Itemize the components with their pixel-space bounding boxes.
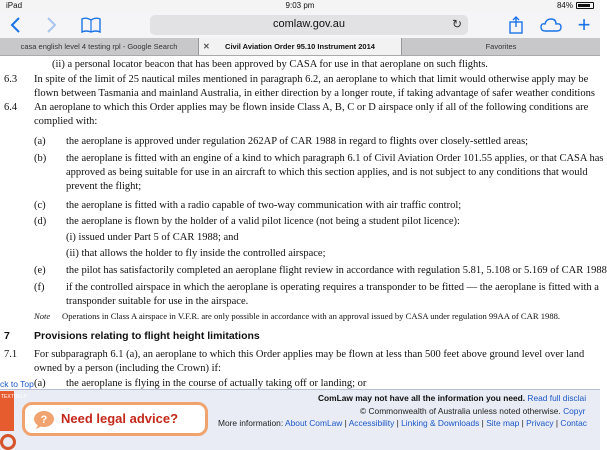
item-number: (f) <box>34 282 45 293</box>
tab-civil-aviation-order[interactable] <box>198 38 402 55</box>
item-ii-beacon: (ii) a personal locator beacon that has been approved by CASA for use in that aeroplane on such flights. <box>52 59 488 70</box>
item-text: the aeroplane is flying in the course of actually taking off or landing; or <box>66 378 367 389</box>
note-text: Operations in Class A airspace in V.F.R. are only possible in accordance with an approval issued by CASA under regulation 99AA of CAR 1988. <box>62 311 561 321</box>
tab-label: casa english level 4 testing rpl - Google Search <box>20 42 178 51</box>
notice-bold: ComLaw may not have all the information you need. <box>318 393 526 403</box>
accessibility-link[interactable]: Accessibility <box>348 418 395 428</box>
battery-icon <box>576 2 594 9</box>
item-text: the pilot has satisfactorily completed an aeroplane flight review in accordance with regulation 5.81, 5.108 or 5.169 of CAR 1988 <box>66 265 607 276</box>
battery-percent: 84% <box>556 1 573 10</box>
site-map-link[interactable]: Site map <box>486 418 520 428</box>
item-text: transponder suitable for use in the airspace. <box>66 296 249 307</box>
footer-links: More information: About ComLaw | Accessibility | Linking & Downloads | Site map | Privacy | Contac <box>218 418 587 428</box>
para-number: 6.3 <box>4 74 18 85</box>
sub-item-text: (i) issued under Part 5 of CAR 1988; and <box>66 232 239 243</box>
tab-label: Civil Aviation Order 95.10 Instrument 2014 <box>225 42 375 51</box>
tab-bar <box>0 38 600 56</box>
item-text: approved as being suitable for use in an aircraft to which this section applies, and is not subject to any conditions that would <box>66 167 588 178</box>
address-bar[interactable] <box>150 15 468 35</box>
texthelp-badge[interactable] <box>0 391 27 431</box>
status-bar <box>0 0 600 12</box>
item-number: (d) <box>34 216 47 227</box>
forward-icon[interactable] <box>42 15 60 35</box>
item-text: the aeroplane is approved under regulation 262AP of CAR 1988 in regard to flights over closely-settled areas; <box>66 136 529 147</box>
item-number: (a) <box>34 378 46 389</box>
item-text: the aeroplane is fitted with an engine of a kind to which paragraph 6.1 of Civil Aviation Order 101.55 applies, or that CASA has <box>66 153 604 164</box>
sub-item-text: (ii) that allows the holder to fly inside the controlled airspace; <box>66 248 326 259</box>
para-text: For subparagraph 6.1 (a), an aeroplane to which this Order applies may be flown at less than 500 feet above ground level over land <box>34 349 585 360</box>
para-number: 7.1 <box>4 349 18 360</box>
para-text: An aeroplane to which this Order applies may be flown inside Class A, B, C or D airspace only if all of the following conditions are <box>34 102 589 113</box>
tab-label: Favorites <box>485 42 517 51</box>
about-comlaw-link[interactable]: About ComLaw <box>285 418 343 428</box>
back-to-top-link[interactable]: ck to Top <box>0 379 34 389</box>
para-text: complied with: <box>34 116 98 127</box>
item-number: (e) <box>34 265 46 276</box>
item-number: (b) <box>34 153 47 164</box>
note-label: Note <box>34 311 51 321</box>
browser-toolbar <box>0 12 600 38</box>
legal-advice-text: Need legal advice? <box>61 411 179 426</box>
item-number: (c) <box>34 200 46 211</box>
legal-advice-banner[interactable] <box>22 402 208 436</box>
copyright-notice <box>360 406 585 416</box>
copyright-text: © Commonwealth of Australia unless noted otherwise. <box>360 406 561 416</box>
privacy-link[interactable]: Privacy <box>526 418 554 428</box>
clock: 9:03 pm <box>285 1 315 10</box>
url-text: comlaw.gov.au <box>273 18 345 30</box>
section-title: Provisions relating to flight height limitations <box>34 330 260 342</box>
tab-google-search[interactable] <box>0 38 198 55</box>
more-info-label: More information: <box>218 418 284 428</box>
close-icon[interactable]: ✕ <box>203 42 210 51</box>
tab-favorites[interactable] <box>402 38 600 55</box>
site-footer <box>0 389 600 450</box>
item-text: prevent the flight; <box>66 181 142 192</box>
para-text: flown between Tasmania and mainland Australia, in either direction by a longer route, if taking advantage of safer weather conditions <box>34 88 595 99</box>
new-tab-icon[interactable]: + <box>577 12 591 37</box>
reload-icon[interactable]: ↻ <box>451 17 462 31</box>
contact-link[interactable]: Contac <box>560 418 587 428</box>
item-text: the aeroplane is fitted with a radio capable of two-way communication with air traffic control; <box>66 200 462 211</box>
item-number: (a) <box>34 136 46 147</box>
linking-downloads-link[interactable]: Linking & Downloads <box>401 418 480 428</box>
para-text: owned by a person (including the Crown) if: <box>34 363 221 374</box>
disclaimer-notice <box>318 393 586 403</box>
texthelp-icon[interactable] <box>0 434 16 450</box>
para-number: 6.4 <box>4 102 18 113</box>
item-text: if the controlled airspace in which the aeroplane is operating requires a transponder to be fitted — the aeroplane is fitted with a <box>66 282 599 293</box>
help-icon <box>33 410 55 430</box>
copyright-link[interactable]: Copyr <box>563 406 586 416</box>
item-text: the aeroplane is flown by the holder of a valid pilot licence (not being a student pilot licence): <box>66 216 460 227</box>
read-disclaimer-link[interactable]: Read full disclai <box>527 393 587 403</box>
share-icon[interactable] <box>506 15 526 35</box>
svg-text:?: ? <box>40 414 48 426</box>
badge-text: TEXTHELP <box>1 394 27 400</box>
back-icon[interactable] <box>6 15 24 35</box>
bookmarks-icon[interactable] <box>80 15 102 35</box>
device-name: iPad <box>6 1 23 10</box>
section-number: 7 <box>4 330 10 342</box>
icloud-icon[interactable] <box>540 15 562 35</box>
battery-status <box>557 1 594 10</box>
para-text: In spite of the limit of 25 nautical miles mentioned in paragraph 6.2, an aeroplane to which that limit would otherwise apply may be <box>34 74 589 85</box>
